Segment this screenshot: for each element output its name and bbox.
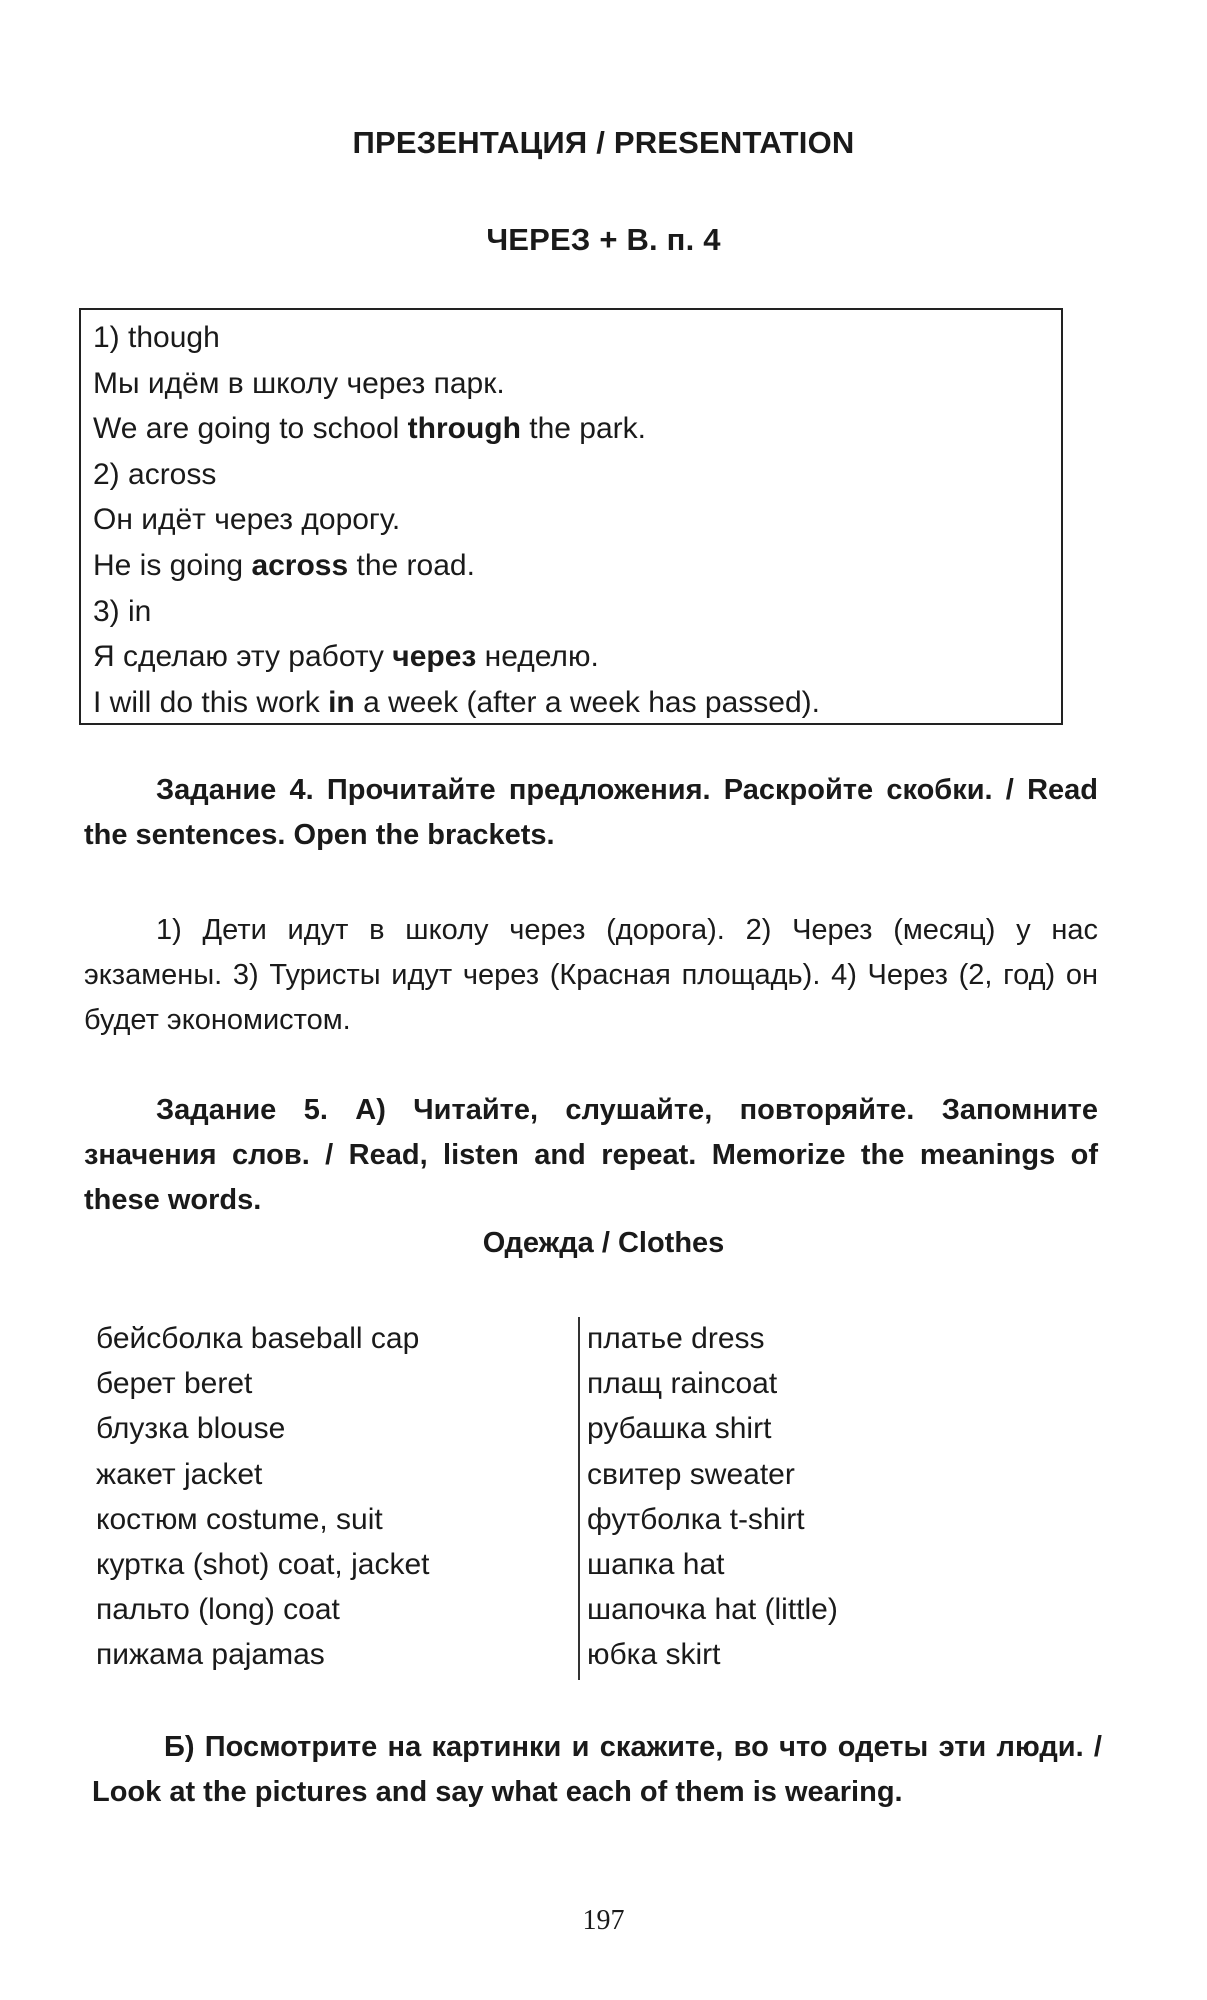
box-line: 2) across bbox=[93, 457, 217, 491]
box-line: He is going across the road. bbox=[93, 548, 475, 582]
box-line: Я сделаю эту работу через неделю. bbox=[93, 640, 599, 674]
vocab-item: куртка (shot) coat, jacket bbox=[96, 1548, 430, 1582]
vocab-item: свитер sweater bbox=[587, 1457, 795, 1491]
emphasis: in bbox=[328, 685, 355, 719]
box-line: 1) though bbox=[93, 321, 220, 354]
page-number: 197 bbox=[582, 1905, 625, 1936]
box-line: We are going to school through the park. bbox=[93, 412, 647, 446]
vocab-item: шапка hat bbox=[587, 1548, 725, 1582]
grammar-example-box bbox=[79, 308, 1063, 725]
task-4-instruction: Задание 4. Прочитайте предложения. Раскройте скобки. / Read the sentences. Open the brackets. bbox=[84, 774, 1098, 851]
vocab-item: пальто (long) coat bbox=[96, 1593, 340, 1627]
emphasis: through bbox=[407, 412, 521, 446]
box-line: Мы идём в школу через парк. bbox=[93, 366, 505, 400]
vocab-item: костюм costume, suit bbox=[96, 1502, 383, 1536]
vocab-column-left bbox=[96, 1316, 429, 1678]
vocab-item: рубашка shirt bbox=[587, 1412, 772, 1446]
vocab-item: блузка blouse bbox=[96, 1412, 286, 1446]
task-5-instruction: Задание 5. А) Читайте, слушайте, повторяйте. Запомните значения слов. / Read, listen and repeat. Memorize the meanings of these words. bbox=[84, 1094, 1098, 1216]
vocab-item: жакет jacket bbox=[96, 1457, 263, 1491]
emphasis: через bbox=[392, 640, 477, 674]
vocab-item: плащ raincoat bbox=[587, 1367, 778, 1401]
task-4-sentences: 1) Дети идут в школу через (дорога). 2) Через (месяц) у нас экзамены. 3) Туристы идут через (Красная площадь). 4) Через (2, год) он будет экономистом. bbox=[84, 914, 1098, 1036]
vocab-item: футболка t-shirt bbox=[587, 1502, 805, 1536]
vocab-item: юбка skirt bbox=[587, 1638, 721, 1672]
grammar-subheading: ЧЕРЕЗ + В. п. 4 bbox=[486, 222, 721, 257]
task-5b-instruction: Б) Посмотрите на картинки и скажите, во что одеты эти люди. / Look at the pictures and say what each of them is wearing. bbox=[92, 1731, 1102, 1808]
emphasis: across bbox=[251, 548, 349, 582]
box-line: Он идёт через дорогу. bbox=[93, 503, 401, 537]
vocab-item: пижама pajamas bbox=[96, 1638, 325, 1672]
vocab-title: Одежда / Clothes bbox=[482, 1227, 725, 1259]
vocab-item: платье dress bbox=[587, 1322, 765, 1355]
vocab-item: берет beret bbox=[96, 1367, 253, 1401]
vocab-item: шапочка hat (little) bbox=[587, 1593, 838, 1627]
box-line: I will do this work in a week (after a week has passed). bbox=[93, 685, 820, 719]
section-heading: ПРЕЗЕНТАЦИЯ / PRESENTATION bbox=[352, 125, 855, 160]
box-line: 3) in bbox=[93, 594, 152, 628]
vocab-column-right bbox=[587, 1316, 838, 1678]
vocab-item: бейсболка baseball cap bbox=[96, 1322, 420, 1355]
column-divider bbox=[578, 1317, 580, 1680]
